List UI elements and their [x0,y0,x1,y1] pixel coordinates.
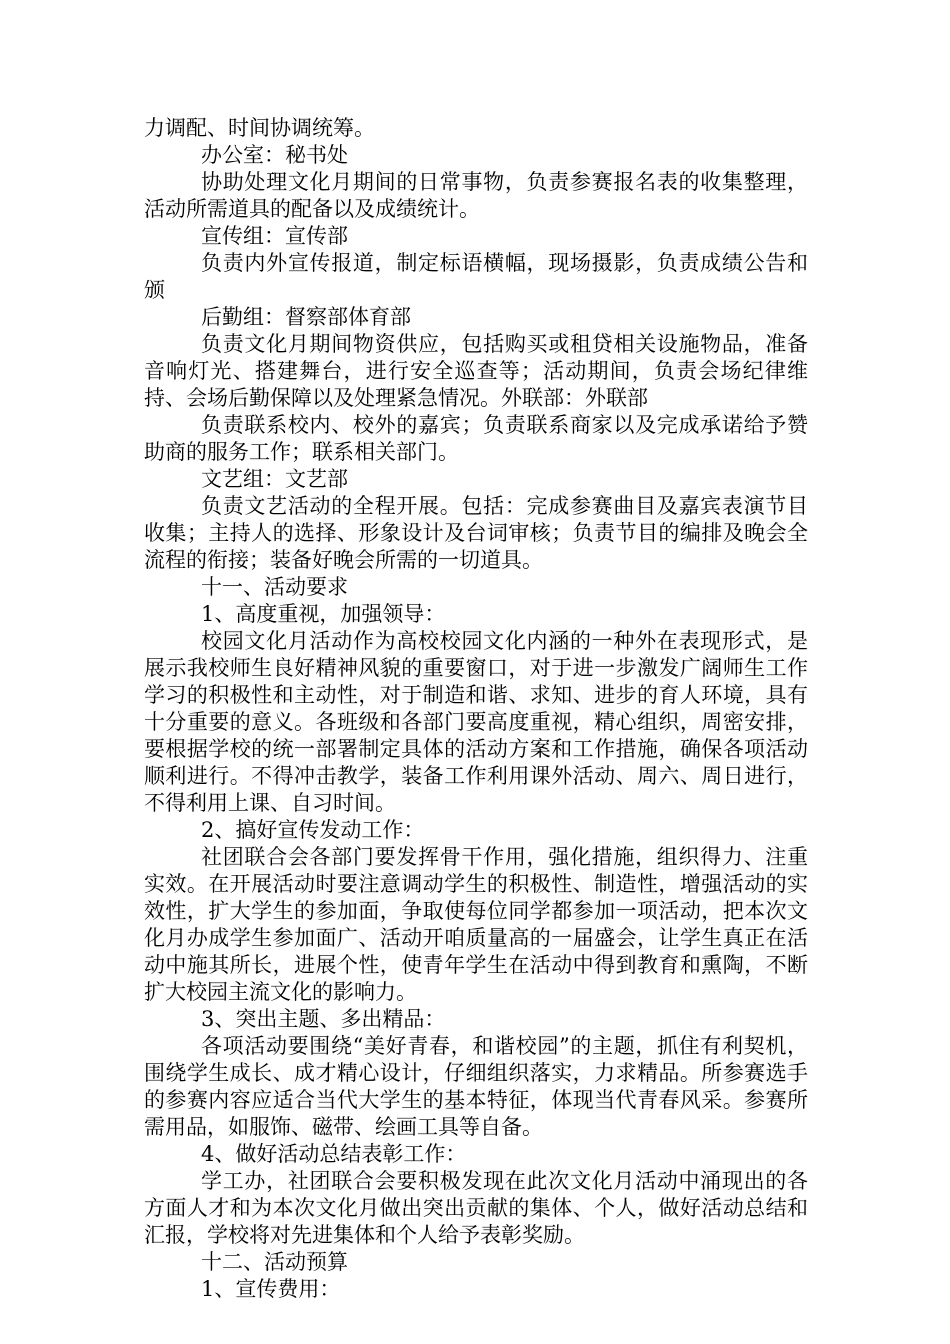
paragraph-13: 校园文化月活动作为高校校园文化内涵的一种外在表现形式，是展示我校师生良好精神风貌的重要窗口，对于进一步激发广阔师生工作学习的积极性和主动性，对于制造和谐、求知、进步的育人环境，具有十分重要的意义。各班级和各部门要高度重视，精心组织，周密安排，要根据学校的统一部署制定具体的活动方案和工作措施，确保各项活动顺利进行。不得冲击教学，装备工作利用课外活动、周六、周日进行，不得利用上课、自习时间。 [144,629,808,815]
subheading-3: 3、突出主题、多出精品： [201,1007,446,1031]
paragraph-17: 各项活动要围绕“美好青春，和谐校园”的主题，抓住有利契机，围绕学生成长、成才精心设计，仔细组织落实，力求精品。所参赛选手的参赛内容应适合当代大学生的基本特征，体现当代青春风采。参赛所需用品，如服饰、磁带、绘画工具等自备。 [144,1034,808,1139]
paragraph-2: 办公室：秘书处 [201,143,348,167]
paragraph-9: 文艺组：文艺部 [201,467,348,491]
document-page [144,115,808,1303]
section-heading-11: 十一、活动要求 [201,575,348,599]
paragraph-19: 学工办，社团联合会要积极发现在此次文化月活动中涌现出的各方面人才和为本次文化月做出突出贡献的集体、个人，做好活动总结和汇报，学校将对先进集体和个人给予表彰奖励。 [144,1169,808,1247]
subheading-2: 2、搞好宣传发动工作： [201,818,425,842]
paragraph-5: 负责内外宣传报道，制定标语横幅，现场摄影，负责成绩公告和颁 [144,251,808,302]
paragraph-8: 负责联系校内、校外的嘉宾；负责联系商家以及完成承诺给予赞助商的服务工作；联系相关部门。 [144,413,808,464]
paragraph-6: 后勤组：督察部体育部 [201,305,411,329]
paragraph-1: 力调配、时间协调统筹。 [144,116,375,140]
paragraph-15: 社团联合会各部门要发挥骨干作用，强化措施，组织得力、注重实效。在开展活动时要注意调动学生的积极性、制造性，增强活动的实效性，扩大学生的参加面，争取使每位同学都参加一项活动，把本次文化月办成学生参加面广、活动开咱质量高的一届盛会，让学生真正在活动中施其所长，进展个性，使青年学生在活动中得到教育和熏陶，不断扩大校园主流文化的影响力。 [144,845,808,1004]
subheading-1: 1、高度重视，加强领导： [201,602,446,626]
paragraph-7: 负责文化月期间物资供应，包括购买或租贷相关设施物品，准备音响灯光、搭建舞台，进行安全巡查等；活动期间，负责会场纪律维持、会场后勤保障以及处理紧急情况。外联部：外联部 [144,332,808,410]
paragraph-3: 协助处理文化月期间的日常事物，负责参赛报名表的收集整理，活动所需道具的配备以及成绩统计。 [144,170,808,221]
subheading-4: 4、做好活动总结表彰工作： [201,1142,467,1166]
paragraph-10: 负责文艺活动的全程开展。包括：完成参赛曲目及嘉宾表演节目收集；主持人的选择、形象设计及台词审核；负责节目的编排及晚会全流程的衔接；装备好晚会所需的一切道具。 [144,494,808,572]
paragraph-4: 宣传组：宣传部 [201,224,348,248]
subheading-budget-1: 1、宣传费用： [201,1277,341,1301]
section-heading-12: 十二、活动预算 [201,1250,348,1274]
